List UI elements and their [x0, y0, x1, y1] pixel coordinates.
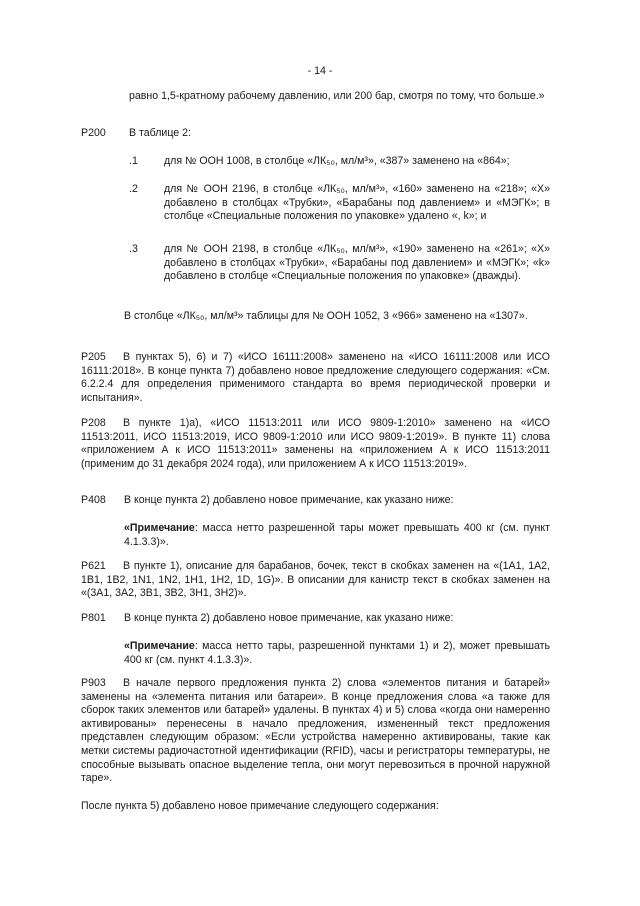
intro-text: равно 1,5-кратному рабочему давлению, или 200 бар, смотря по тому, что больше.» [129, 90, 545, 102]
section-text-p408: В конце пункта 2) добавлено новое примечание, как указано ниже: [124, 494, 454, 506]
section-closing-p200: В столбце «ЛК₅₀, мл/м³» таблицы для № ООН 1052, 3 «966» заменено на «1307». [124, 310, 528, 322]
note-p801 [124, 640, 550, 667]
note-label: «Примечание [124, 640, 195, 652]
final-text: После пункта 5) добавлено новое примечание следующего содержания: [81, 800, 439, 812]
section-code-p205: P205 [81, 351, 106, 363]
note-p408 [124, 522, 550, 549]
section-text-p903: В начале первого предложения пункта 2) слова «элементов питания и батарей» заменены на «элемента питания или батареи». В конце предложения слова «а также для сборок таких элементов или батарей» удалены. В пунктах 4) и 5) слова «когда они намеренно активированы» перенесены в начало предложения, измененный текст предложения представлен следующим образом: «Если устройства намеренно активированы, такие как метки системы радиочастотной идентификации (RFID), часы и регистраторы температуры, не способные вызывать опасное выделение тепла, они могут перевозиться в прочной наружной таре». [81, 677, 550, 785]
note-text: : масса нетто разрешенной тары может превышать 400 кг (см. пункт 4.1.3.3)». [124, 522, 550, 548]
list-item-number: .3 [129, 243, 138, 255]
list-item-text: для № ООН 2198, в столбце «ЛК₅₀, мл/м³», «190» заменено на «261»; «X» добавлено в столбцах «Трубки», «Барабаны под давлением» и «МЭГК»; «k» добавлено в столбце «Специальные положения по упаковке» (дважды). [164, 243, 550, 283]
section-text-p801: В конце пункта 2) добавлено новое примечание, как указано ниже: [124, 612, 454, 624]
section-code-p903: P903 [81, 677, 106, 689]
section-code-p408: P408 [81, 494, 106, 506]
section-code-p621: P621 [81, 560, 106, 572]
section-code-p801: P801 [81, 612, 106, 624]
note-label: «Примечание [124, 522, 195, 534]
list-item-text: для № ООН 2196, в столбце «ЛК₅₀, мл/м³», «160» заменено на «218»; «X» добавлено в столбцах «Трубки», «Барабаны под давлением» и «МЭГК»; в столбце «Специальные положения по упаковке» удалено «, k»; и [164, 183, 550, 223]
section-text-p208: В пункте 1)a), «ИСО 11513:2011 или ИСО 9809-1:2010» заменено на «ИСО 11513:2011, ИСО 11513:2019, ИСО 9809-1:2010 или ИСО 9809-1:2019». В пункте 11) слова «приложением А к ИСО 11513:2011» заменены на «приложением А к ИСО 11513:2011 (применим до 31 декабря 2024 года), или приложением А к ИСО 11513:2019». [81, 417, 550, 470]
list-item-number: .2 [129, 183, 138, 195]
section-code-p208: P208 [81, 417, 106, 429]
page-number: - 14 - [307, 65, 333, 77]
section-text-p621: В пункте 1), описание для барабанов, бочек, текст в скобках заменен на «(1A1, 1A2, 1B1, 1B2, 1N1, 1N2, 1H1, 1H2, 1D, 1G)». В описании для канистр текст в скобках заменен на «(3A1, 3A2, 3B1, 3B2, 3H1, 3H2)». [81, 560, 550, 600]
section-text-p205: В пунктах 5), 6) и 7) «ИСО 16111:2008» заменено на «ИСО 16111:2008 или ИСО 16111:2018». В конце пункта 7) добавлено новое предложение следующего содержания: «См. 6.2.2.4 для определения применимого стандарта во время периодической проверки и испытания». [81, 351, 550, 404]
list-item-text: для № ООН 1008, в столбце «ЛК₅₀, мл/м³», «387» заменено на «864»; [164, 155, 510, 167]
note-text: : масса нетто тары, разрешенной пунктами 1) и 2), может превышать 400 кг (см. пункт 4.1.3.3)». [124, 640, 550, 666]
section-code-p200: P200 [81, 127, 106, 139]
section-heading-p200: В таблице 2: [129, 127, 191, 139]
list-item-number: .1 [129, 155, 138, 167]
